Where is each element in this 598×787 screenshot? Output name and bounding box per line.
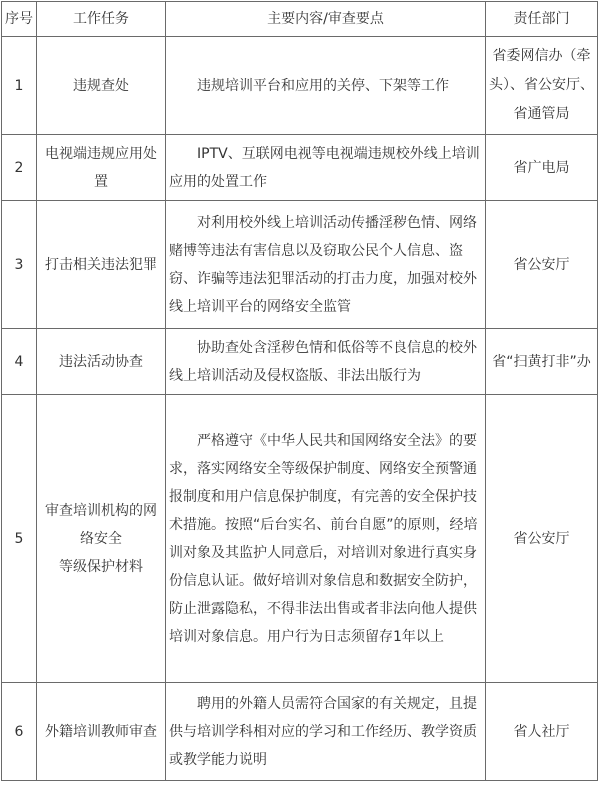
row-num: 1 (2, 37, 37, 135)
header-content: 主要内容/审查要点 (166, 2, 486, 37)
row-content-text: 对利用校外线上培训活动传播淫秽色情、网络赌博等违法有害信息以及窃取公民个人信息、盗窃、诈骗等违法犯罪活动的打击力度，加强对校外线上培训平台的网络安全监管 (169, 214, 477, 315)
review-table (1, 1, 598, 781)
row-content (166, 135, 486, 201)
row-content-text: 违规培训平台和应用的关停、下架等工作 (197, 77, 449, 94)
row-dept: 省公安厅 (486, 395, 598, 683)
row-content (166, 201, 486, 329)
row-dept: 省“扫黄打非”办 (486, 329, 598, 395)
row-content-text: 严格遵守《中华人民共和国网络安全法》的要求，落实网络安全等级保护制度、网络安全预警通报制度和用户信息保护制度，有完善的安全保护技术措施。按照“后台实名、前台自愿”的原则，经培训对象及其监护人同意后，对培训对象进行真实身份信息认证。做好培训对象信息和数据安全防护，防止泄露隐私，不得非法出售或者非法向他人提供培训对象信息。用户行为日志须留存1年以上 (169, 432, 478, 645)
header-task: 工作任务 (37, 2, 166, 37)
row-num: 4 (2, 329, 37, 395)
row-content-text: IPTV、互联网电视等电视端违规校外线上培训应用的处置工作 (169, 145, 480, 190)
row-content (166, 683, 486, 781)
row-content-text: 聘用的外籍人员需符合国家的有关规定，且提供与培训学科相对应的学习和工作经历、教学资质或教学能力说明 (169, 695, 477, 768)
row-task: 审查培训机构的网络安全 等级保护材料 (37, 395, 166, 683)
header-num: 序号 (2, 2, 37, 37)
row-dept: 省公安厅 (486, 201, 598, 329)
header-row (2, 2, 598, 37)
table-row (2, 135, 598, 201)
row-num: 5 (2, 395, 37, 683)
row-num: 3 (2, 201, 37, 329)
row-content (166, 37, 486, 135)
row-content (166, 395, 486, 683)
table-row (2, 683, 598, 781)
row-dept: 省委网信办（牵头）、省公安厅、省通管局 (486, 37, 598, 135)
row-task: 外籍培训教师审查 (37, 683, 166, 781)
row-content (166, 329, 486, 395)
row-dept: 省广电局 (486, 135, 598, 201)
row-dept: 省人社厅 (486, 683, 598, 781)
row-content-text: 协助查处含淫秽色情和低俗等不良信息的校外线上培训活动及侵权盗版、非法出版行为 (169, 339, 477, 384)
row-task: 违规查处 (37, 37, 166, 135)
table-row (2, 395, 598, 683)
table-row (2, 329, 598, 395)
row-task: 电视端违规应用处置 (37, 135, 166, 201)
row-num: 6 (2, 683, 37, 781)
row-task: 打击相关违法犯罪 (37, 201, 166, 329)
table-row (2, 201, 598, 329)
row-task: 违法活动协查 (37, 329, 166, 395)
row-num: 2 (2, 135, 37, 201)
header-dept: 责任部门 (486, 2, 598, 37)
table-row (2, 37, 598, 135)
